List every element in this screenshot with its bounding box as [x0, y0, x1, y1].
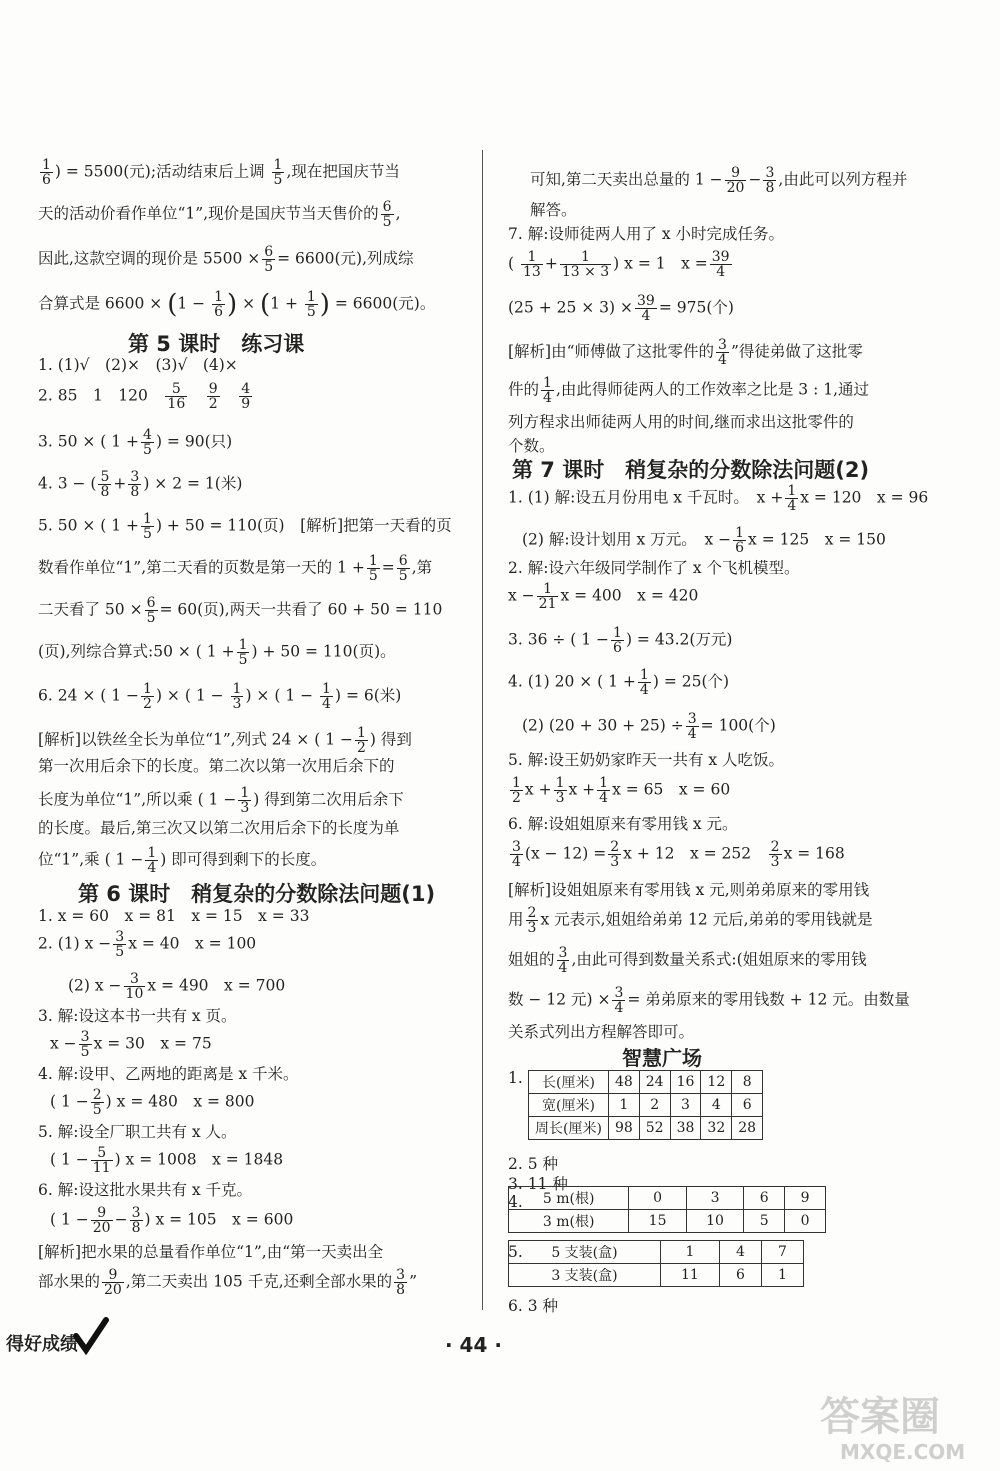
brand-logo: 得好成绩	[6, 1334, 78, 1355]
text-line: 的长度。最后,第三次又以第二次用后余下的长度为单	[38, 819, 400, 837]
table-cell: 1	[660, 1241, 719, 1264]
table-cell: 6	[719, 1264, 761, 1287]
answer-1: 1.	[508, 1069, 523, 1087]
text-line: 数看作单位“1”,第二天看的页数是第一天的 1 + $\frac{1}{5}$ = $\frac{6}{5}$ ,第	[38, 553, 433, 584]
table-cell: 1	[608, 1094, 639, 1117]
text-line: (页),列综合算式:50 × ( 1 + $\frac{1}{5}$ ) + 50 = 110(页)。	[38, 637, 396, 668]
table-row	[509, 1187, 826, 1210]
text-line: 长度为单位“1”,所以乘 ( 1 − $\frac{1}{3}$ ) 得到第二次用后余下	[38, 785, 404, 816]
answer-4: 4. 3 − ( $\frac{5}{8}$ + $\frac{3}{8}$ ) × 2 = 1(米)	[38, 469, 243, 500]
table-cell: 16	[670, 1071, 701, 1094]
table-cell: 11	[660, 1264, 719, 1287]
answer-6: 6. 3 种	[508, 1297, 559, 1315]
table-cell: 周长(厘米)	[529, 1117, 609, 1140]
answer-3: 3. 50 × ( 1 + $\frac{4}{5}$ ) = 90(只)	[38, 427, 233, 458]
answer-4: 4. 解:设甲、乙两地的距离是 x 千米。	[38, 1065, 299, 1083]
zhihui-heading: 智慧广场	[622, 1046, 702, 1070]
table-cell: 5 m(根)	[509, 1187, 629, 1210]
table-cell: 4	[701, 1094, 732, 1117]
table-cell: 5 支装(盒)	[509, 1241, 661, 1264]
text-line: 部水果的 $\frac{9}{20}$ ,第二天卖出 105 千克,还剩全部水果的 $\frac{3}{8}$ ”	[38, 1267, 417, 1298]
text-line: 因此,这款空调的现价是 5500 × $\frac{6}{5}$ = 6600(元),列成综	[38, 244, 414, 275]
answer-1: 1. (1) 解:设五月份用电 x 千瓦时。 x + $\frac{1}{4}$ x = 120 x = 96	[508, 483, 929, 514]
column-divider	[482, 150, 483, 1310]
table-cell: 2	[639, 1094, 670, 1117]
table-cell: 28	[732, 1117, 763, 1140]
table-cell: 宽(厘米)	[529, 1094, 609, 1117]
table-cell: 3 支装(盒)	[509, 1264, 661, 1287]
answer-5: 5. 解:设王奶奶家昨天一共有 x 人吃饭。	[508, 751, 785, 769]
table-cell: 12	[701, 1071, 732, 1094]
answer-4: 4.	[508, 1193, 523, 1211]
answer-3: 3. 36 ÷ ( 1 − $\frac{1}{6}$ ) = 43.2(万元)	[508, 625, 733, 656]
text-line: 位“1”,乘 ( 1 − $\frac{1}{4}$ ) 即可得到剩下的长度。	[38, 845, 327, 876]
table-cell: 24	[639, 1071, 670, 1094]
answer-5: 5.	[508, 1243, 523, 1261]
text-line: ( 1 − $\frac{9}{20}$ − $\frac{3}{8}$ ) x = 105 x = 600	[50, 1205, 294, 1236]
table-cell: 7	[761, 1241, 803, 1264]
table-row	[529, 1094, 763, 1117]
table-cell: 52	[639, 1117, 670, 1140]
text-line: (2) (20 + 30 + 25) ÷ $\frac{3}{4}$ = 100(个)	[522, 711, 776, 742]
answer-5: 5. 解:设全厂职工共有 x 人。	[38, 1123, 237, 1141]
answer-3: 3. 解:设这本书一共有 x 页。	[38, 1007, 237, 1025]
table-cell: 0	[629, 1187, 686, 1210]
text-line: 数 − 12 元) × $\frac{3}{4}$ = 弟弟原来的零用钱数 + 12 元。由数量	[508, 985, 910, 1016]
table-row	[509, 1241, 804, 1264]
answer-2: 2. 85 1 120 $\frac{5}{16}$ $\frac{9}{2}$ $\frac{4}{9}$	[38, 381, 251, 412]
text-line: [解析]把水果的总量看作单位“1”,由“第一天卖出全	[38, 1243, 384, 1261]
answer-1: 1. (1)√ (2)× (3)√ (4)×	[38, 356, 238, 374]
table-row	[509, 1264, 804, 1287]
text-line: x − $\frac{3}{5}$ x = 30 x = 75	[50, 1029, 212, 1060]
table-cell: 3	[686, 1187, 743, 1210]
checkmark-icon	[70, 1316, 110, 1356]
table-cell: 9	[785, 1187, 826, 1210]
table-cell: 3	[670, 1094, 701, 1117]
lesson-5-heading: 第 5 课时 练习课	[128, 332, 305, 356]
answer-7: 7. 解:设师徒两人用了 x 小时完成任务。	[508, 225, 785, 243]
text-line: 第一次用后余下的长度。第二次以第一次用后余下的	[38, 757, 395, 775]
rectangle-table	[528, 1070, 763, 1140]
text-line: ( $\frac{1}{13}$ + $\frac{1}{13 \times 3}$ ) x = 1 x = $\frac{39}{4}$	[508, 249, 730, 280]
text-line: (25 + 25 × 3) × $\frac{39}{4}$ = 975(个)	[508, 293, 734, 324]
answer-4: 4. (1) 20 × ( 1 + $\frac{1}{4}$ ) = 25(个)	[508, 667, 730, 698]
lesson-7-heading: 第 7 课时 稍复杂的分数除法问题(2)	[512, 458, 870, 482]
text-line: (2) 解:设计划用 x 万元。 x − $\frac{1}{6}$ x = 125 x = 150	[522, 525, 886, 556]
answer-5: 5. 50 × ( 1 + $\frac{1}{5}$ ) + 50 = 110(页) [解析]把第一天看的页	[38, 511, 452, 542]
text-line: 关系式列出方程解答即可。	[508, 1023, 695, 1041]
table-cell: 4	[719, 1241, 761, 1264]
text-line: $\frac{1}{2}$ x + $\frac{1}{3}$ x + $\frac{1}{4}$ x = 65 x = 60	[512, 775, 731, 806]
answer-6: 6. 解:设姐姐原来有零用钱 x 元。	[508, 815, 738, 833]
text-line: ( 1 − $\frac{2}{5}$ ) x = 480 x = 800	[50, 1087, 255, 1118]
table-row	[529, 1117, 763, 1140]
text-line: [解析]以铁丝全长为单位“1”,列式 24 × ( 1 − $\frac{1}{2}$ ) 得到	[38, 725, 412, 756]
table-cell: 15	[629, 1210, 686, 1233]
lesson-6-heading: 第 6 课时 稍复杂的分数除法问题(1)	[78, 882, 436, 906]
table-cell: 10	[686, 1210, 743, 1233]
table-cell: 3 m(根)	[509, 1210, 629, 1233]
text-line: 解答。	[530, 201, 577, 219]
table-cell: 1	[761, 1264, 803, 1287]
table-cell: 8	[732, 1071, 763, 1094]
text-line: (2) x − $\frac{3}{10}$ x = 490 x = 700	[68, 971, 286, 1002]
table-cell: 5	[744, 1210, 785, 1233]
table-cell: 38	[670, 1117, 701, 1140]
answer-2: 2. 5 种	[508, 1155, 559, 1173]
answer-1: 1. x = 60 x = 81 x = 15 x = 33	[38, 907, 310, 925]
answer-3: 3. 11 种	[508, 1175, 568, 1193]
text-line: x − $\frac{1}{21}$ x = 400 x = 420	[508, 581, 699, 612]
answer-2: 2. (1) x − $\frac{3}{5}$ x = 40 x = 100	[38, 929, 257, 960]
answer-2: 2. 解:设六年级同学制作了 x 个飞机模型。	[508, 559, 800, 577]
text-line: 合算式是 6600 × (1 − $\frac{1}{6}$ ) × (1 + $\frac{1}{5}$ ) = 6600(元)。	[38, 289, 436, 320]
text-line: 可知,第二天卖出总量的 1 − $\frac{9}{20}$ − $\frac{3}{8}$ ,由此可以列方程并	[530, 165, 908, 196]
table-cell: 长(厘米)	[529, 1071, 609, 1094]
text-line: 用 $\frac{2}{3}$ x 元表示,姐姐给弟弟 12 元后,弟弟的零用钱就是	[508, 905, 873, 936]
text-line: $\frac{1}{6}$ ) = 5500(元);活动结束后上调 $\frac{1}{5}$ ,现在把国庆节当	[42, 157, 400, 188]
text-line: 列方程求出师徒两人用的时间,继而求出这批零件的	[508, 413, 854, 431]
text-line: 姐姐的 $\frac{3}{4}$ ,由此可得到数量关系式:(姐姐原来的零用钱	[508, 945, 867, 976]
watermark: 答案圈	[820, 1394, 940, 1440]
table-cell: 0	[785, 1210, 826, 1233]
table-cell: 48	[608, 1071, 639, 1094]
table-cell: 98	[608, 1117, 639, 1140]
text-line: 天的活动价看作单位“1”,现价是国庆节当天售价的 $\frac{6}{5}$ ,	[38, 199, 401, 230]
text-line: 件的 $\frac{1}{4}$ ,由此得师徒两人的工作效率之比是 3 : 1,通过	[508, 375, 870, 406]
page-number: · 44 ·	[445, 1333, 502, 1357]
text-line: 个数。	[508, 437, 555, 455]
table-cell: 6	[744, 1187, 785, 1210]
table-cell: 32	[701, 1117, 732, 1140]
text-line: $\frac{3}{4}$ (x − 12) = $\frac{2}{3}$ x + 12 x = 252 $\frac{2}{3}$ x = 168	[512, 839, 845, 870]
text-line: ( 1 − $\frac{5}{11}$ ) x = 1008 x = 1848	[50, 1145, 284, 1176]
answer-6: 6. 解:设这批水果共有 x 千克。	[38, 1181, 253, 1199]
text-line: 二天看了 50 × $\frac{6}{5}$ = 60(页),两天一共看了 60 + 50 = 110	[38, 595, 443, 626]
watermark-url: MXQE.COM	[840, 1440, 966, 1464]
box-table	[508, 1240, 804, 1287]
rope-table	[508, 1186, 826, 1233]
answer-6: 6. 24 × ( 1 − $\frac{1}{2}$ ) × ( 1 − $\frac{1}{3}$ ) × ( 1 − $\frac{1}{4}$ ) = 6(米)	[38, 681, 402, 712]
table-cell: 6	[732, 1094, 763, 1117]
text-line: [解析]设姐姐原来有零用钱 x 元,则弟弟原来的零用钱	[508, 881, 870, 899]
table-row	[529, 1071, 763, 1094]
table-row	[509, 1210, 826, 1233]
text-line: [解析]由“师傅做了这批零件的 $\frac{3}{4}$ ”得徒弟做了这批零	[508, 337, 863, 368]
